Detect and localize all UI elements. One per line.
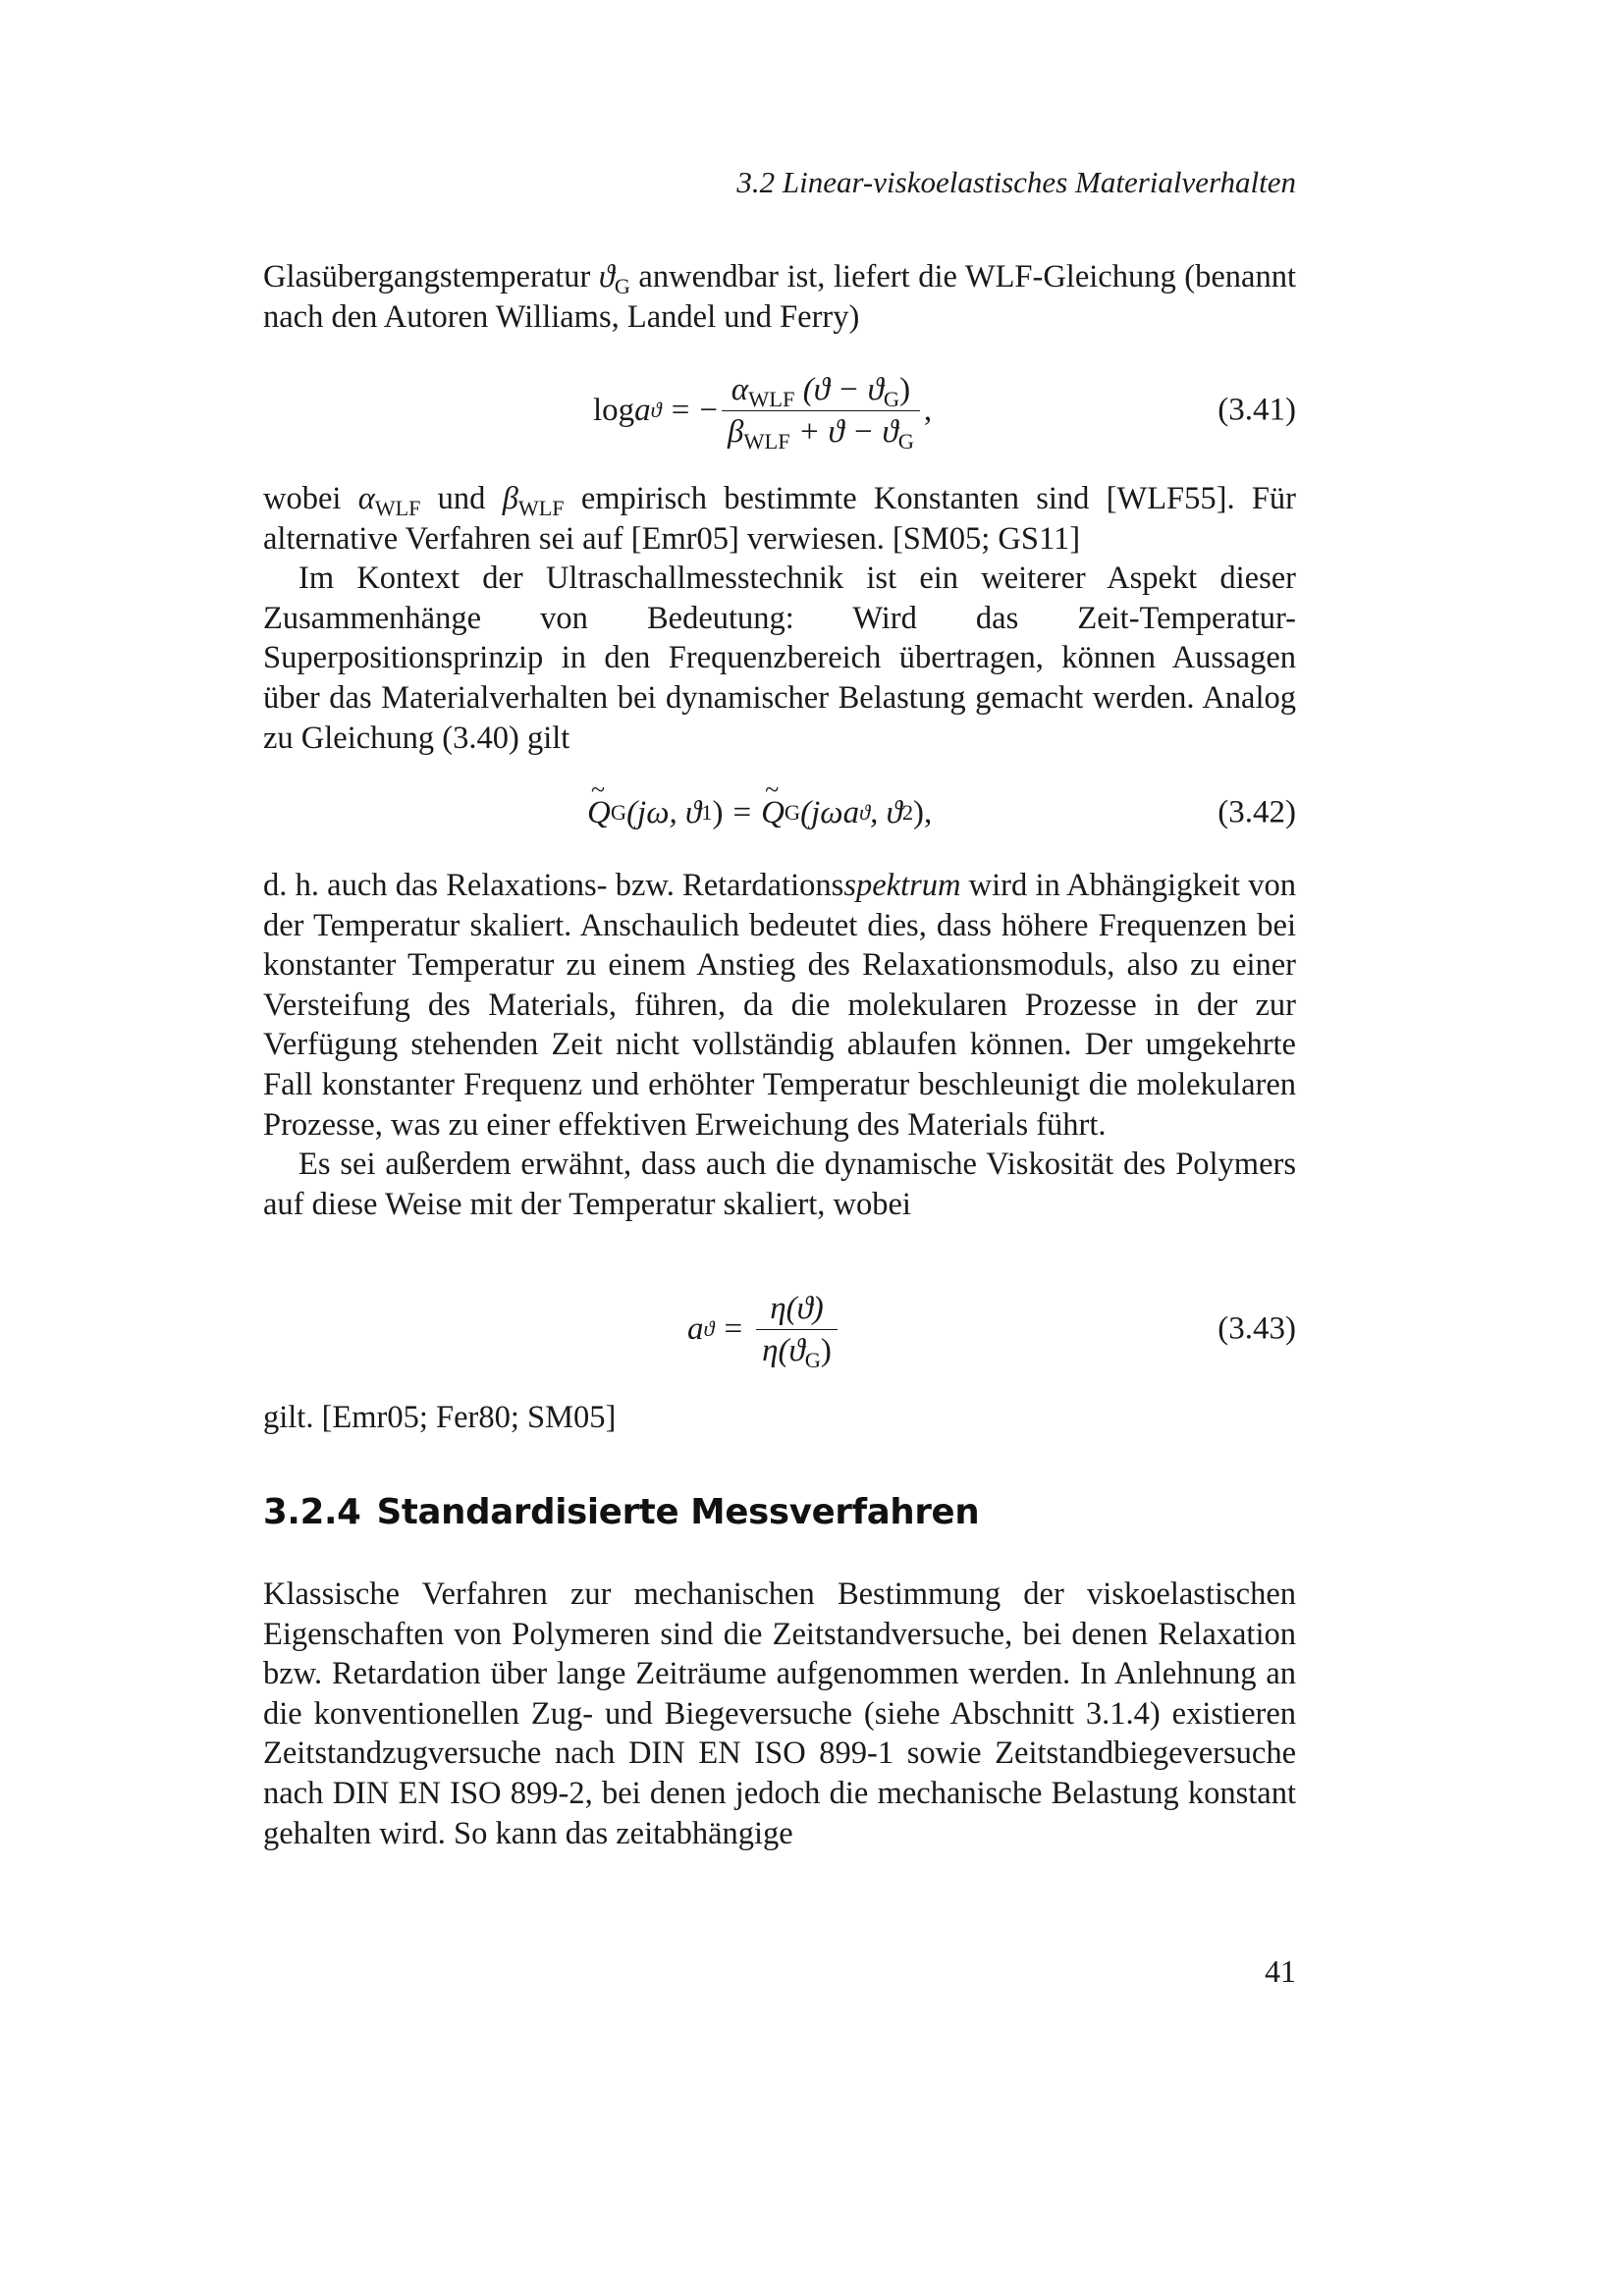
math-theta: ϑ <box>598 259 615 294</box>
math-sub: WLF <box>517 496 565 521</box>
math-equals: = <box>671 392 690 428</box>
text: wobei <box>263 481 358 516</box>
math-term: + ϑ − ϑ <box>789 413 898 450</box>
math-args: (jω, ϑ <box>626 794 702 830</box>
equation-number: (3.41) <box>1218 392 1296 428</box>
math-term: (ϑ − ϑ <box>794 371 884 407</box>
math-minus: − <box>699 392 718 428</box>
math-term: η(ϑ <box>762 1332 805 1368</box>
math-args: (jωa <box>800 794 860 830</box>
math-beta: β <box>727 413 744 450</box>
fraction-denominator <box>722 410 920 454</box>
math-Q-tilde: ~ Q <box>761 795 785 831</box>
math-alpha: α <box>731 371 749 407</box>
section-title: Standardisierte Messverfahren <box>376 1492 980 1532</box>
math-sub: WLF <box>374 496 421 521</box>
math-alpha: α <box>357 481 375 516</box>
paragraph-standard-methods <box>263 1575 1296 1853</box>
equation-number: (3.43) <box>1218 1310 1296 1347</box>
fraction-numerator <box>726 371 916 410</box>
equation-body: log a ϑ = − $\frac{\alpha_{WLF} (ϑ - ϑ_G)}{\beta_{WLF} + ϑ - ϑ_G}$ , <box>593 371 933 454</box>
text: empirisch bestimmte Konstanten sind [WLF55]. Für alternative Verfahren sei auf [Emr05] verwiesen. [SM05; GS11] <box>263 481 1296 557</box>
equation-3-41 <box>263 363 1296 457</box>
section-number: 3.2.4 <box>263 1492 361 1532</box>
paragraph-spectrum-scaling <box>263 866 1296 1224</box>
fraction <box>756 1290 838 1372</box>
equation-number: (3.42) <box>1218 794 1296 830</box>
text: Klassische Verfahren zur mechanischen Bestimmung der viskoelastischen Eigenschaften von Polymeren sind die Zeitstandversuche, bei denen Relaxation bzw. Retardation über lange Zeiträume aufgenommen werden. In Anlehnung an die konventionellen Zug- und Biegeversuche (siehe Abschnitt 3.1.4) existieren Zeitstandzugversuche nach DIN EN ISO 899-1 sowie Zeitstandbiegeversuche nach DIN EN ISO 899-2, bei denen jedoch die mechanische Belastung konstant gehalten wird. So kann das zeitabhängige <box>263 1576 1296 1851</box>
math-sub: G <box>897 428 914 454</box>
paragraph-wlf-constants <box>263 479 1296 758</box>
page-number: 41 <box>1265 1953 1296 1989</box>
text: und <box>420 481 503 516</box>
math-sub: G <box>804 1347 821 1372</box>
paragraph-wlf-intro <box>263 257 1296 337</box>
math-a: a <box>634 392 651 428</box>
math-paren: ), <box>913 794 933 830</box>
math-sub: G <box>883 386 900 411</box>
math-sub: WLF <box>743 428 790 454</box>
fraction-denominator <box>756 1329 838 1372</box>
text: gilt. [Emr05; Fer80; SM05] <box>263 1400 617 1435</box>
text: d. h. auch das Relaxations- bzw. Retardations <box>263 868 844 903</box>
emphasis: spektrum <box>843 868 961 903</box>
math-log: log <box>593 392 635 428</box>
paragraph-viscosity: Es sei außerdem erwähnt, dass auch die dynamische Viskosität des Polymers auf diese Weise mit der Temperatur skaliert, wobei <box>263 1147 1296 1222</box>
equation-body: ~ Q G (jω, ϑ 1 ) = ~ Q G (jωa ϑ , ϑ 2 ), <box>587 766 932 860</box>
equation-3-42 <box>263 766 1296 860</box>
math-Q-tilde: ~ Q <box>587 795 611 831</box>
math-sub: G <box>614 274 630 299</box>
math-sub: WLF <box>748 386 795 411</box>
math-paren: ) <box>820 1332 832 1368</box>
math-paren: ) <box>712 794 724 830</box>
math-equals: = <box>732 794 752 830</box>
math-comma: , <box>923 392 933 428</box>
paragraph-ultrasound-context: Im Kontext der Ultraschallmesstechnik ist ein weiterer Aspekt dieser Zusammenhänge von Bedeutung: Wird das Zeit-Temperatur-Superpositionsprinzip in den Frequenzbereich übertragen, können Aussagen über das Materialverhalten bei dynamischer Belastung gemacht werden. Analog zu Gleichung (3.40) gilt <box>263 561 1296 756</box>
math-equals: = <box>724 1310 743 1347</box>
equation-3-43 <box>263 1282 1296 1376</box>
math-beta: β <box>502 481 518 516</box>
text: wird in Abhängigkeit von der Temperatur skaliert. Anschaulich bedeutet dies, dass höhere Frequenzen bei konstanter Temperatur zu einem Anstieg des Relaxationsmoduls, also zu einer Versteifung des Materials, führen, da die molekularen Prozesse in der zur Verfügung stehenden Zeit nicht vollständig ablaufen können. Der umgekehrte Fall konstanter Frequenz und erhöhter Temperatur beschleunigt die molekularen Prozesse, was zu einer effektiven Erweichung des Materials führt. <box>263 868 1297 1143</box>
text: Glasübergangstemperatur <box>263 259 599 294</box>
math-a: a <box>687 1310 704 1347</box>
equation-body: a ϑ = $\frac{\eta(ϑ)}{\eta(ϑ_G)}$ <box>687 1282 841 1376</box>
fraction-numerator: η(ϑ) <box>770 1290 824 1326</box>
text: anwendbar ist, liefert die WLF-Gleichung (benannt nach den Autoren Williams, Landel und Ferry) <box>263 259 1297 335</box>
paragraph-citation <box>263 1398 1296 1438</box>
math-args: , ϑ <box>870 794 902 830</box>
math-paren: ) <box>899 371 911 407</box>
fraction <box>722 371 920 454</box>
running-header: 3.2 Linear-viskoelastisches Materialverhalten <box>736 165 1296 199</box>
section-heading <box>263 1492 979 1532</box>
